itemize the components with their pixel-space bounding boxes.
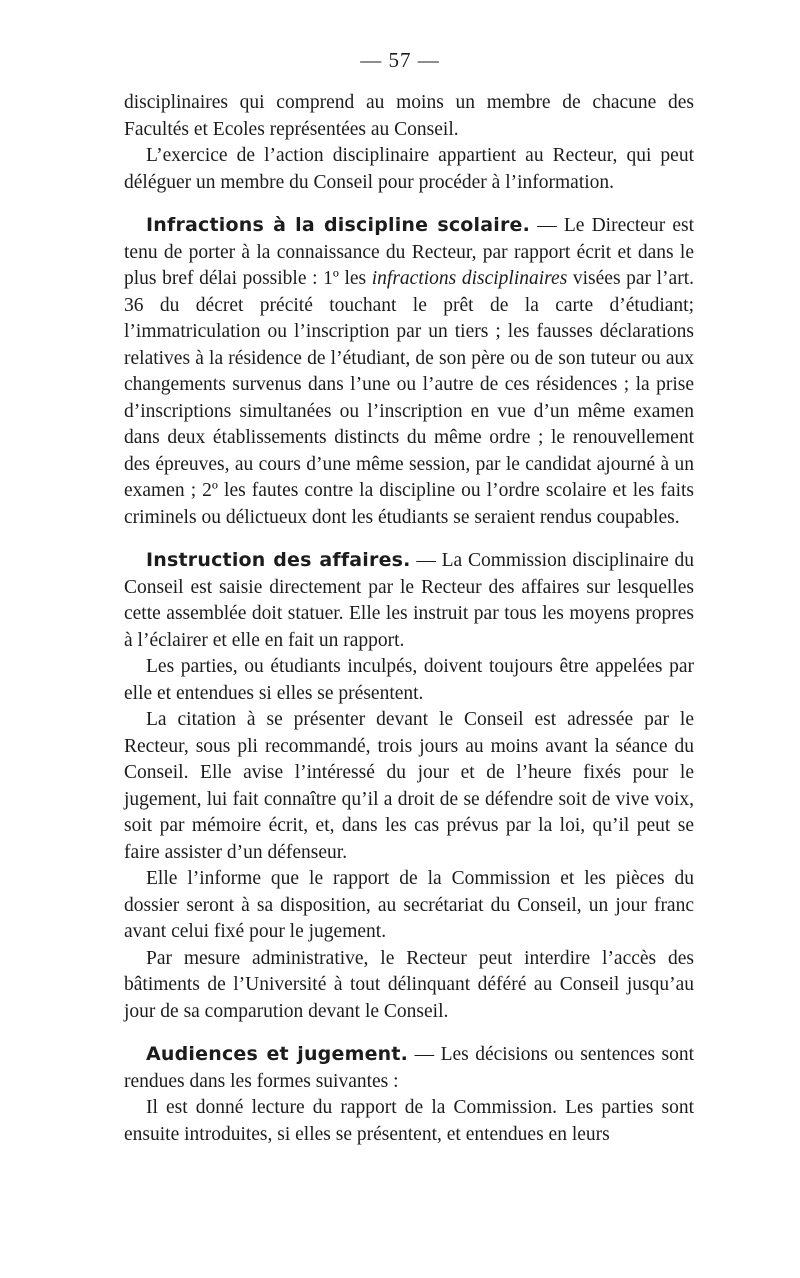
emphasis-text: infractions disciplinaires	[371, 268, 568, 289]
section-heading: Instruction des affaires.	[146, 549, 411, 571]
section-lead: — La Commission disciplinaire du Conseil est saisie directement par le Recteur des affaires sur lesquelles cette assemblée doit statuer. Elle les instruit par tous les moyens propres à l’éclairer et elle en fait un rapport.	[124, 550, 694, 651]
paragraph: Par mesure administrative, le Recteur peut interdire l’accès des bâtiments de l’Université à tout délinquant déféré au Conseil jusqu’au jour de sa comparution devant le Conseil.	[124, 947, 694, 1022]
section-infractions	[124, 212, 694, 531]
paragraph: Elle l’informe que le rapport de la Commission et les pièces du dossier seront à sa disposition, au secrétariat du Conseil, un jour franc avant celui fixé pour le jugement.	[124, 868, 694, 942]
section-lead: — Le Directeur est tenu de porter à la connaissance du Recteur, par rapport écrit et dans le plus bref délai possible : 1º les	[124, 215, 695, 289]
paragraph: L’exercice de l’action disciplinaire appartient au Recteur, qui peut déléguer un membre du Conseil pour procéder à l’information.	[124, 145, 694, 193]
paragraph: La citation à se présenter devant le Conseil est adressée par le Recteur, sous pli recommandé, trois jours au moins avant la séance du Conseil. Elle avise l’intéressé du jour et de l’heure fixés pour le jugement, lui fait connaître qu’il a droit de se défendre soit de vive voix, soit par mémoire écrit, et, dans les cas prévus par la loi, qu’il peut se faire assister d’un défenseur.	[124, 709, 694, 863]
section-heading: Audiences et jugement.	[146, 1043, 409, 1065]
section-audiences	[124, 1041, 694, 1095]
section-heading: Infractions à la discipline scolaire.	[146, 214, 531, 236]
page-number: — 57 —	[360, 48, 440, 72]
section-lead: — Les décisions ou sentences sont rendues dans les formes suivantes :	[124, 1044, 695, 1092]
page-body	[124, 90, 694, 1148]
section-instruction	[124, 547, 694, 654]
paragraph: Il est donné lecture du rapport de la Commission. Les parties sont ensuite introduites, si elles se présentent, et entendues en leurs	[124, 1097, 694, 1145]
section-lead-continued: visées par l’art. 36 du décret précité touchant le prêt de la carte d’étudiant; l’immatriculation ou l’inscription par un tiers ; les fausses déclarations relatives à la résidence de l’étudiant, de son père ou de son tuteur ou aux changements survenus dans l’une ou l’autre de ces résidences ; la prise d’inscriptions simultanées ou l’inscription en vue d’un même examen dans deux établissements distincts du même ordre ; le renouvellement des épreuves, au cours d’une même session, par le candidat ajourné à un examen ; 2º les fautes contre la discipline ou l’ordre scolaire et les faits criminels ou délictueux dont les étudiants se seraient rendus coupables.	[124, 268, 694, 528]
paragraph: Les parties, ou étudiants inculpés, doivent toujours être appelées par elle et entendues si elles se présentent.	[124, 656, 694, 704]
paragraph: disciplinaires qui comprend au moins un membre de chacune des Facultés et Ecoles représentées au Conseil.	[124, 92, 694, 140]
